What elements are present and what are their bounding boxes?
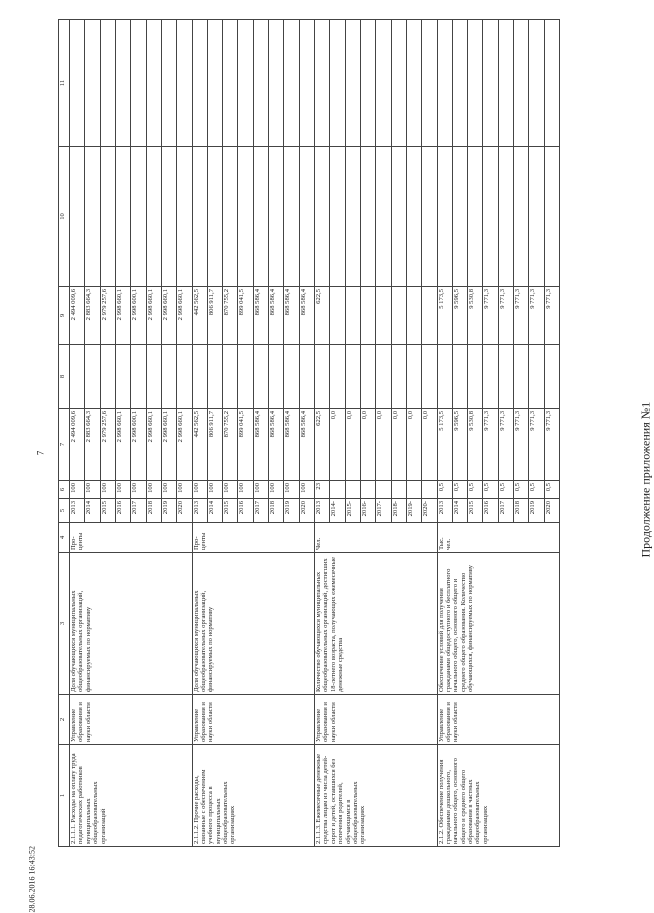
budget-cell <box>422 287 437 345</box>
col8-cell <box>514 345 529 409</box>
value-cell: 100 <box>269 481 284 499</box>
year-cell: 2020- <box>422 499 437 523</box>
col11-cell <box>146 20 161 147</box>
budget-cell <box>391 287 406 345</box>
col11-cell <box>514 20 529 147</box>
table-row <box>315 20 330 847</box>
col-header-7: 7 <box>59 409 70 481</box>
value-cell: 100 <box>207 481 222 499</box>
col-header-3: 3 <box>59 553 70 695</box>
col8-cell <box>544 345 559 409</box>
value-cell: 0,5 <box>437 481 452 499</box>
year-cell: 2013 <box>315 499 330 523</box>
total-cell: 2 998 660,1 <box>115 409 130 481</box>
budget-cell <box>360 287 375 345</box>
total-cell: 2 979 257,6 <box>100 409 115 481</box>
col10-cell <box>330 147 345 287</box>
total-cell: 442 562,5 <box>192 409 207 481</box>
budget-cell <box>330 287 345 345</box>
col11-cell <box>284 20 299 147</box>
col8-cell <box>376 345 391 409</box>
value-cell: 0,5 <box>498 481 513 499</box>
indicator-cell: Доля обучающихся муниципальных общеобразовательных организаций, финансируемых по нормативу <box>192 553 315 695</box>
col11-cell <box>253 20 268 147</box>
value-cell: 100 <box>299 481 314 499</box>
col11-cell <box>544 20 559 147</box>
budget-cell: 2 494 009,6 <box>70 287 85 345</box>
rotated-table-container <box>58 20 560 847</box>
value-cell: 100 <box>238 481 253 499</box>
col8-cell <box>223 345 238 409</box>
value-cell: 100 <box>284 481 299 499</box>
total-cell: 0,0 <box>422 409 437 481</box>
total-cell: 2 883 664,3 <box>85 409 100 481</box>
col10-cell <box>284 147 299 287</box>
col11-cell <box>422 20 437 147</box>
budget-cell: 9 771,3 <box>529 287 544 345</box>
budget-cell: 2 998 660,1 <box>146 287 161 345</box>
col11-cell <box>391 20 406 147</box>
total-cell: 9 771,3 <box>544 409 559 481</box>
col10-cell <box>315 147 330 287</box>
col11-cell <box>406 20 421 147</box>
indicator-cell: Обеспечение условий для получения гражданами общедоступного и бесплатного начального общего, основного общего и среднего общего образования. Количество обучающихся, финансируемых по нормативу <box>437 553 560 695</box>
indicator-cell: Количество обучающихся муниципальных общеобразовательных организаций, достигших 18-летнего возраста, получающих ежемесячные денежные средства <box>315 553 438 695</box>
total-cell: 2 998 660,1 <box>161 409 176 481</box>
col10-cell <box>100 147 115 287</box>
budget-cell: 806 911,7 <box>207 287 222 345</box>
col8-cell <box>131 345 146 409</box>
value-cell <box>422 481 437 499</box>
measure-cell: 2.1.1.2. Прочие расходы, связанные с обеспечением учебного процесса в муниципальных общеобразовательных организациях <box>192 745 315 847</box>
total-cell: 868 586,4 <box>299 409 314 481</box>
col10-cell <box>483 147 498 287</box>
col8-cell <box>238 345 253 409</box>
year-cell: 2020 <box>544 499 559 523</box>
col8-cell <box>483 345 498 409</box>
executor-cell: Управление образования и науки области <box>70 695 193 745</box>
total-cell: 9 771,3 <box>498 409 513 481</box>
col11-cell <box>238 20 253 147</box>
total-cell: 806 911,7 <box>207 409 222 481</box>
col8-cell <box>299 345 314 409</box>
col11-cell <box>529 20 544 147</box>
budget-cell <box>376 287 391 345</box>
value-cell: 100 <box>131 481 146 499</box>
col8-cell <box>437 345 452 409</box>
budget-cell: 2 979 257,6 <box>100 287 115 345</box>
budget-cell: 868 586,4 <box>269 287 284 345</box>
col10-cell <box>238 147 253 287</box>
col8-cell <box>70 345 85 409</box>
total-cell: 5 173,5 <box>437 409 452 481</box>
value-cell: 100 <box>223 481 238 499</box>
year-cell: 2018 <box>269 499 284 523</box>
value-cell: 100 <box>115 481 130 499</box>
year-cell: 2019- <box>406 499 421 523</box>
col11-cell <box>207 20 222 147</box>
year-cell: 2013 <box>70 499 85 523</box>
total-cell: 2 998 600,1 <box>131 409 146 481</box>
col11-cell <box>115 20 130 147</box>
budget-cell: 5 173,5 <box>437 287 452 345</box>
col-header-2: 2 <box>59 695 70 745</box>
executor-cell: Управление образования и науки области <box>315 695 438 745</box>
col8-cell <box>315 345 330 409</box>
col11-cell <box>85 20 100 147</box>
col8-cell <box>177 345 192 409</box>
total-cell: 0,0 <box>360 409 375 481</box>
col10-cell <box>406 147 421 287</box>
year-cell: 2014 <box>85 499 100 523</box>
value-cell: 100 <box>100 481 115 499</box>
col11-cell <box>161 20 176 147</box>
col11-cell <box>131 20 146 147</box>
col10-cell <box>360 147 375 287</box>
col10-cell <box>192 147 207 287</box>
col8-cell <box>360 345 375 409</box>
executor-cell: Управление образования и науки области <box>192 695 315 745</box>
col10-cell <box>422 147 437 287</box>
col11-cell <box>437 20 452 147</box>
year-cell: 2017 <box>131 499 146 523</box>
value-cell <box>360 481 375 499</box>
budget-cell <box>406 287 421 345</box>
col11-cell <box>192 20 207 147</box>
budget-cell: 2 998 660,1 <box>115 287 130 345</box>
col8-cell <box>115 345 130 409</box>
col-header-1: 1 <box>59 745 70 847</box>
col10-cell <box>452 147 467 287</box>
value-cell <box>330 481 345 499</box>
value-cell: 100 <box>146 481 161 499</box>
budget-cell: 868 586,4 <box>299 287 314 345</box>
col8-cell <box>529 345 544 409</box>
col10-cell <box>70 147 85 287</box>
unit-cell: Чел. <box>315 523 438 553</box>
total-cell: 2 998 660,1 <box>146 409 161 481</box>
col10-cell <box>376 147 391 287</box>
print-timestamp: 28.06.2016 16:43:52 <box>27 846 37 913</box>
year-cell: 2018 <box>514 499 529 523</box>
col11-cell <box>498 20 513 147</box>
budget-cell: 9 771,3 <box>544 287 559 345</box>
budget-cell: 9 596,5 <box>452 287 467 345</box>
col8-cell <box>452 345 467 409</box>
budget-cell <box>345 287 360 345</box>
col11-cell <box>100 20 115 147</box>
year-cell: 2018 <box>146 499 161 523</box>
budget-cell: 868 586,4 <box>284 287 299 345</box>
table-row <box>192 20 207 847</box>
measure-cell: 2.1.2. Обеспечение получения гражданами дошкольного, начального общего, основного общего и среднего общего образования в частных общеобразовательных организациях <box>437 745 560 847</box>
col10-cell <box>498 147 513 287</box>
col11-cell <box>70 20 85 147</box>
col-header-8: 8 <box>59 345 70 409</box>
indicator-cell: Доля обучающихся муниципальных общеобразовательных организаций, финансируемых по нормативу <box>70 553 193 695</box>
total-cell: 868 586,4 <box>284 409 299 481</box>
total-cell: 2 494 009,6 <box>70 409 85 481</box>
value-cell: 100 <box>192 481 207 499</box>
total-cell: 868 586,4 <box>253 409 268 481</box>
col8-cell <box>330 345 345 409</box>
value-cell <box>376 481 391 499</box>
year-cell: 2019 <box>284 499 299 523</box>
unit-cell: Про-центы <box>70 523 193 553</box>
total-cell: 868 586,4 <box>269 409 284 481</box>
col10-cell <box>146 147 161 287</box>
col10-cell <box>115 147 130 287</box>
value-cell: 23 <box>315 481 330 499</box>
executor-cell: Управление образования и науки области <box>437 695 560 745</box>
col8-cell <box>391 345 406 409</box>
total-cell: 0,0 <box>330 409 345 481</box>
value-cell: 100 <box>161 481 176 499</box>
appendix-continuation-note: Продолжение приложения №1 <box>638 401 653 558</box>
year-cell: 2015 <box>100 499 115 523</box>
year-cell: 2018- <box>391 499 406 523</box>
col-header-9: 9 <box>59 287 70 345</box>
col-header-4: 4 <box>59 523 70 553</box>
unit-cell: Про-центы <box>192 523 315 553</box>
value-cell: 0,5 <box>452 481 467 499</box>
col8-cell <box>85 345 100 409</box>
unit-cell: Тыс. чел. <box>437 523 560 553</box>
year-cell: 2016 <box>238 499 253 523</box>
col11-cell <box>315 20 330 147</box>
col11-cell <box>345 20 360 147</box>
total-cell: 0,0 <box>391 409 406 481</box>
col11-cell <box>360 20 375 147</box>
col11-cell <box>452 20 467 147</box>
page-number: 7 <box>35 450 46 456</box>
value-cell <box>406 481 421 499</box>
value-cell: 100 <box>70 481 85 499</box>
year-cell: 2013 <box>192 499 207 523</box>
column-number-row <box>59 20 70 847</box>
year-cell: 2016- <box>360 499 375 523</box>
value-cell: 0,5 <box>544 481 559 499</box>
budget-cell: 9 771,3 <box>483 287 498 345</box>
year-cell: 2017 <box>498 499 513 523</box>
col8-cell <box>207 345 222 409</box>
total-cell: 899 041,5 <box>238 409 253 481</box>
value-cell: 0,5 <box>483 481 498 499</box>
table-body <box>70 20 560 847</box>
col11-cell <box>269 20 284 147</box>
budget-cell: 899 041,5 <box>238 287 253 345</box>
program-measures-table <box>58 19 560 847</box>
col10-cell <box>177 147 192 287</box>
year-cell: 2014- <box>330 499 345 523</box>
table-row <box>437 20 452 847</box>
col-header-11: 11 <box>59 20 70 147</box>
budget-cell: 442 562,5 <box>192 287 207 345</box>
year-cell: 2017- <box>376 499 391 523</box>
col11-cell <box>177 20 192 147</box>
col11-cell <box>483 20 498 147</box>
col8-cell <box>146 345 161 409</box>
col10-cell <box>131 147 146 287</box>
col10-cell <box>345 147 360 287</box>
col8-cell <box>468 345 483 409</box>
year-cell: 2014 <box>452 499 467 523</box>
budget-cell: 870 755,2 <box>223 287 238 345</box>
total-cell: 9 596,5 <box>452 409 467 481</box>
col10-cell <box>253 147 268 287</box>
col-header-6: 6 <box>59 481 70 499</box>
budget-cell: 2 883 664,3 <box>85 287 100 345</box>
col8-cell <box>269 345 284 409</box>
col11-cell <box>299 20 314 147</box>
col11-cell <box>376 20 391 147</box>
col8-cell <box>406 345 421 409</box>
col11-cell <box>330 20 345 147</box>
budget-cell: 2 998 600,1 <box>131 287 146 345</box>
col10-cell <box>514 147 529 287</box>
year-cell: 2016 <box>483 499 498 523</box>
total-cell: 870 755,2 <box>223 409 238 481</box>
total-cell: 9 530,8 <box>468 409 483 481</box>
col10-cell <box>529 147 544 287</box>
year-cell: 2015 <box>468 499 483 523</box>
table-row <box>70 20 85 847</box>
col11-cell <box>223 20 238 147</box>
value-cell: 0,5 <box>529 481 544 499</box>
year-cell: 2020 <box>177 499 192 523</box>
col8-cell <box>498 345 513 409</box>
col10-cell <box>207 147 222 287</box>
budget-cell: 9 771,3 <box>514 287 529 345</box>
col10-cell <box>269 147 284 287</box>
col10-cell <box>299 147 314 287</box>
value-cell: 100 <box>85 481 100 499</box>
budget-cell: 9 530,8 <box>468 287 483 345</box>
value-cell: 100 <box>253 481 268 499</box>
col10-cell <box>161 147 176 287</box>
col8-cell <box>192 345 207 409</box>
value-cell <box>345 481 360 499</box>
year-cell: 2016 <box>115 499 130 523</box>
col10-cell <box>437 147 452 287</box>
year-cell: 2020 <box>299 499 314 523</box>
col10-cell <box>544 147 559 287</box>
total-cell: 0,0 <box>406 409 421 481</box>
year-cell: 2017 <box>253 499 268 523</box>
col8-cell <box>161 345 176 409</box>
value-cell: 0,5 <box>468 481 483 499</box>
measure-cell: 2.1.1.3. Ежемесячные денежные средства лицам из числа детей-сирот и детей, оставшихся без попечения родителей, обучающимся в общеобразовательных организациях <box>315 745 438 847</box>
total-cell: 622,5 <box>315 409 330 481</box>
year-cell: 2014 <box>207 499 222 523</box>
col8-cell <box>253 345 268 409</box>
value-cell: 0,5 <box>514 481 529 499</box>
col10-cell <box>85 147 100 287</box>
col8-cell <box>284 345 299 409</box>
total-cell: 9 771,3 <box>483 409 498 481</box>
total-cell: 0,0 <box>376 409 391 481</box>
budget-cell: 868 586,4 <box>253 287 268 345</box>
year-cell: 2013 <box>437 499 452 523</box>
col8-cell <box>422 345 437 409</box>
value-cell: 100 <box>177 481 192 499</box>
year-cell: 2015- <box>345 499 360 523</box>
year-cell: 2019 <box>161 499 176 523</box>
col-header-5: 5 <box>59 499 70 523</box>
col10-cell <box>223 147 238 287</box>
total-cell: 9 771,3 <box>514 409 529 481</box>
year-cell: 2019 <box>529 499 544 523</box>
total-cell: 9 771,3 <box>529 409 544 481</box>
col10-cell <box>391 147 406 287</box>
col8-cell <box>100 345 115 409</box>
col8-cell <box>345 345 360 409</box>
col10-cell <box>468 147 483 287</box>
budget-cell: 9 771,3 <box>498 287 513 345</box>
col-header-10: 10 <box>59 147 70 287</box>
total-cell: 2 998 660,1 <box>177 409 192 481</box>
total-cell: 0,0 <box>345 409 360 481</box>
measure-cell: 2.1.1.1. Расходы на оплату труда педагогических работников муниципальных общеобразовательных организаций <box>70 745 193 847</box>
budget-cell: 2 998 660,1 <box>177 287 192 345</box>
value-cell <box>391 481 406 499</box>
col11-cell <box>468 20 483 147</box>
year-cell: 2015 <box>223 499 238 523</box>
budget-cell: 2 998 660,1 <box>161 287 176 345</box>
budget-cell: 622,5 <box>315 287 330 345</box>
